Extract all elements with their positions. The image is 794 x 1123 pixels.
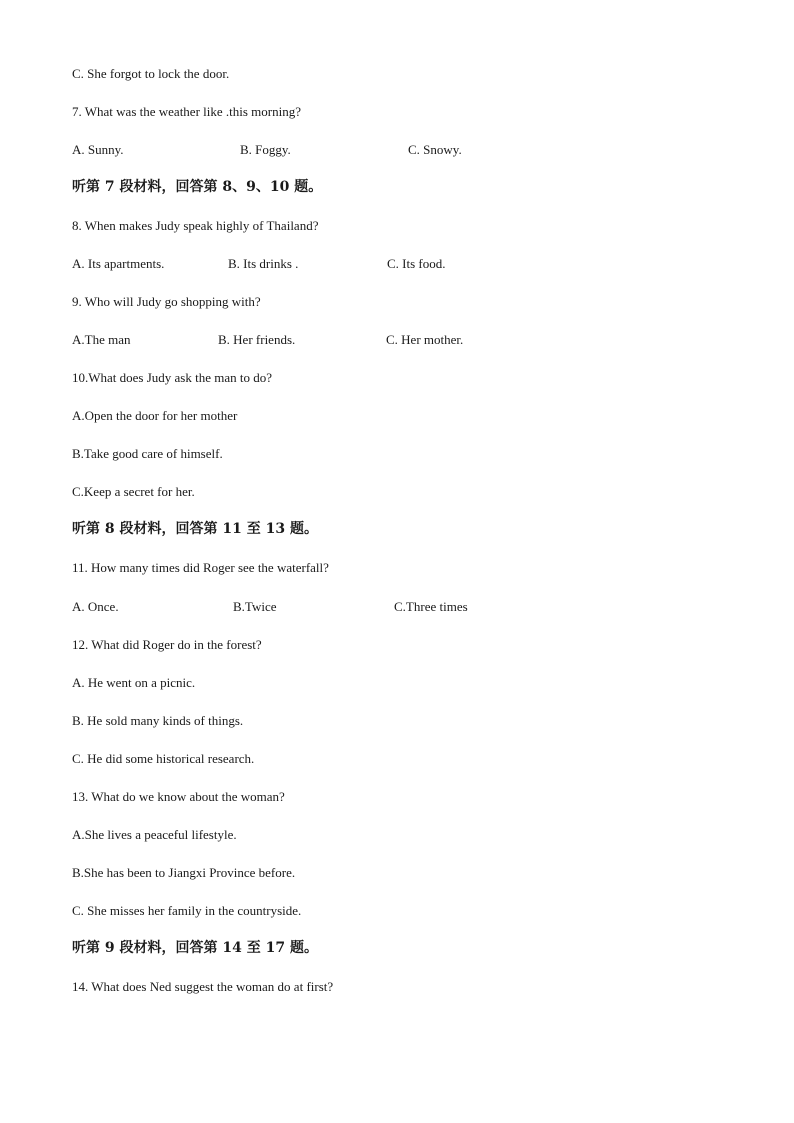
q10-option-b: B.Take good care of himself.	[72, 446, 223, 461]
question-10: 10.What does Judy ask the man to do?	[72, 370, 273, 385]
question-13: 13. What do we know about the woman?	[72, 789, 285, 804]
q8-option-a: A. Its apartments.	[72, 256, 165, 271]
q9-option-c: C. Her mother.	[386, 332, 464, 347]
q7-option-b: B. Foggy.	[240, 142, 291, 157]
q10-option-a: A.Open the door for her mother	[72, 408, 238, 423]
q11-option-b: B.Twice	[233, 599, 277, 614]
question-8: 8. When makes Judy speak highly of Thailand?	[72, 218, 319, 233]
q13-option-a: A.She lives a peaceful lifestyle.	[72, 827, 237, 842]
q7-option-a: A. Sunny.	[72, 142, 124, 157]
q10-option-c: C.Keep a secret for her.	[72, 484, 195, 499]
q13-option-b: B.She has been to Jiangxi Province before.	[72, 865, 296, 880]
q8-option-b: B. Its drinks .	[228, 256, 299, 271]
q11-option-a: A. Once.	[72, 599, 119, 614]
q13-option-c: C. She misses her family in the countryside.	[72, 903, 302, 918]
question-7: 7. What was the weather like .this morning?	[72, 104, 302, 119]
section-heading-7: 听第 7 段材料，回答第 8、9、10 题。	[72, 179, 323, 195]
section-heading-8: 听第 8 段材料，回答第 11 至 13 题。	[72, 521, 318, 537]
q7-option-c: C. Snowy.	[408, 142, 462, 157]
q9-option-a: A.The man	[72, 332, 131, 347]
q6-option-c: C. She forgot to lock the door.	[72, 66, 230, 81]
question-12: 12. What did Roger do in the forest?	[72, 637, 262, 652]
q12-option-a: A. He went on a picnic.	[72, 675, 196, 690]
q11-option-c: C.Three times	[394, 599, 468, 614]
q8-option-c: C. Its food.	[387, 256, 446, 271]
q12-option-c: C. He did some historical research.	[72, 751, 255, 766]
question-11: 11. How many times did Roger see the waterfall?	[72, 560, 329, 575]
section-heading-9: 听第 9 段材料，回答第 14 至 17 题。	[72, 940, 318, 956]
question-9: 9. Who will Judy go shopping with?	[72, 294, 261, 309]
q9-option-b: B. Her friends.	[218, 332, 296, 347]
question-14: 14. What does Ned suggest the woman do at first?	[72, 979, 334, 994]
q12-option-b: B. He sold many kinds of things.	[72, 713, 244, 728]
